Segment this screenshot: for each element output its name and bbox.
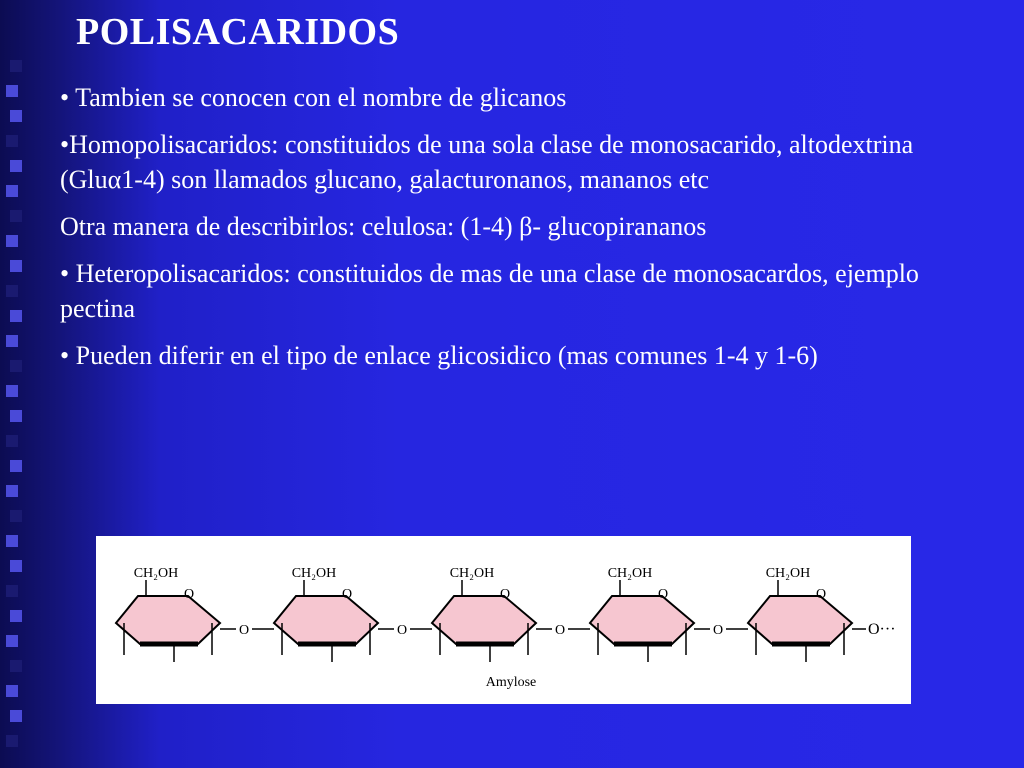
chain-end-label: O··· (868, 621, 896, 638)
decorative-square (10, 210, 22, 222)
ring-oxygen-label: O (657, 587, 669, 602)
amylose-diagram (96, 536, 911, 704)
amylose-caption: Amylose (485, 675, 537, 690)
decorative-square (10, 460, 22, 472)
decorative-square (10, 660, 22, 672)
bullet-homopolisacaridos: •Homopolisacaridos: constituidos de una sola clase de monosacarido, altodextrina (Gluα1-4) son llamados glucano, galacturonanos, mananos etc (60, 130, 914, 194)
bullet-glicanos: • Tambien se conocen con el nombre de glicanos (60, 83, 567, 112)
decorative-square (10, 560, 22, 572)
bridge-oxygen-label: O (396, 623, 408, 638)
decorative-square (6, 435, 18, 447)
decorative-square (10, 160, 22, 172)
ch2oh-label: CH₂OH (449, 566, 495, 581)
decorative-square (10, 360, 22, 372)
ch2oh-label: CH₂OH (607, 566, 653, 581)
glucose-ring (274, 596, 378, 644)
decorative-square (6, 235, 18, 247)
decorative-squares (0, 0, 40, 768)
bridge-oxygen-label: O (554, 623, 566, 638)
decorative-square (10, 260, 22, 272)
ring-oxygen-label: O (341, 587, 353, 602)
decorative-square (10, 110, 22, 122)
ch2oh-label: CH₂OH (765, 566, 811, 581)
bridge-oxygen-label: O (238, 623, 250, 638)
ring-oxygen-label: O (183, 587, 195, 602)
ch2oh-label: CH₂OH (133, 566, 179, 581)
decorative-square (10, 310, 22, 322)
ring-oxygen-label: O (815, 587, 827, 602)
bullet-celulosa: Otra manera de describirlos: celulosa: (1-4) β- glucopirananos (60, 212, 707, 241)
decorative-square (10, 610, 22, 622)
glucose-ring (116, 596, 220, 644)
decorative-square (10, 60, 22, 72)
decorative-square (6, 135, 18, 147)
decorative-square (10, 710, 22, 722)
decorative-square (6, 735, 18, 747)
decorative-square (6, 635, 18, 647)
ch2oh-label: CH₂OH (291, 566, 337, 581)
bridge-oxygen-label: O (712, 623, 724, 638)
decorative-square (6, 285, 18, 297)
decorative-square (6, 535, 18, 547)
decorative-square (6, 385, 18, 397)
bullet-heteropolisacaridos: • Heteropolisacaridos: constituidos de mas de una clase de monosacardos, ejemplo pectina (60, 259, 919, 323)
slide-title: POLISACARIDOS (76, 11, 400, 53)
decorative-square (6, 585, 18, 597)
bullet-enlace-glicosidico: • Pueden diferir en el tipo de enlace glicosidico (mas comunes 1-4 y 1-6) (60, 341, 818, 370)
decorative-square (6, 335, 18, 347)
ring-oxygen-label: O (499, 587, 511, 602)
decorative-square (6, 85, 18, 97)
decorative-square (10, 410, 22, 422)
glucose-ring (590, 596, 694, 644)
decorative-square (6, 685, 18, 697)
decorative-square (10, 510, 22, 522)
glucose-ring (432, 596, 536, 644)
decorative-square (6, 485, 18, 497)
amylose-figure (96, 536, 911, 704)
decorative-square (6, 185, 18, 197)
slide-content (60, 80, 980, 385)
glucose-ring (748, 596, 852, 644)
